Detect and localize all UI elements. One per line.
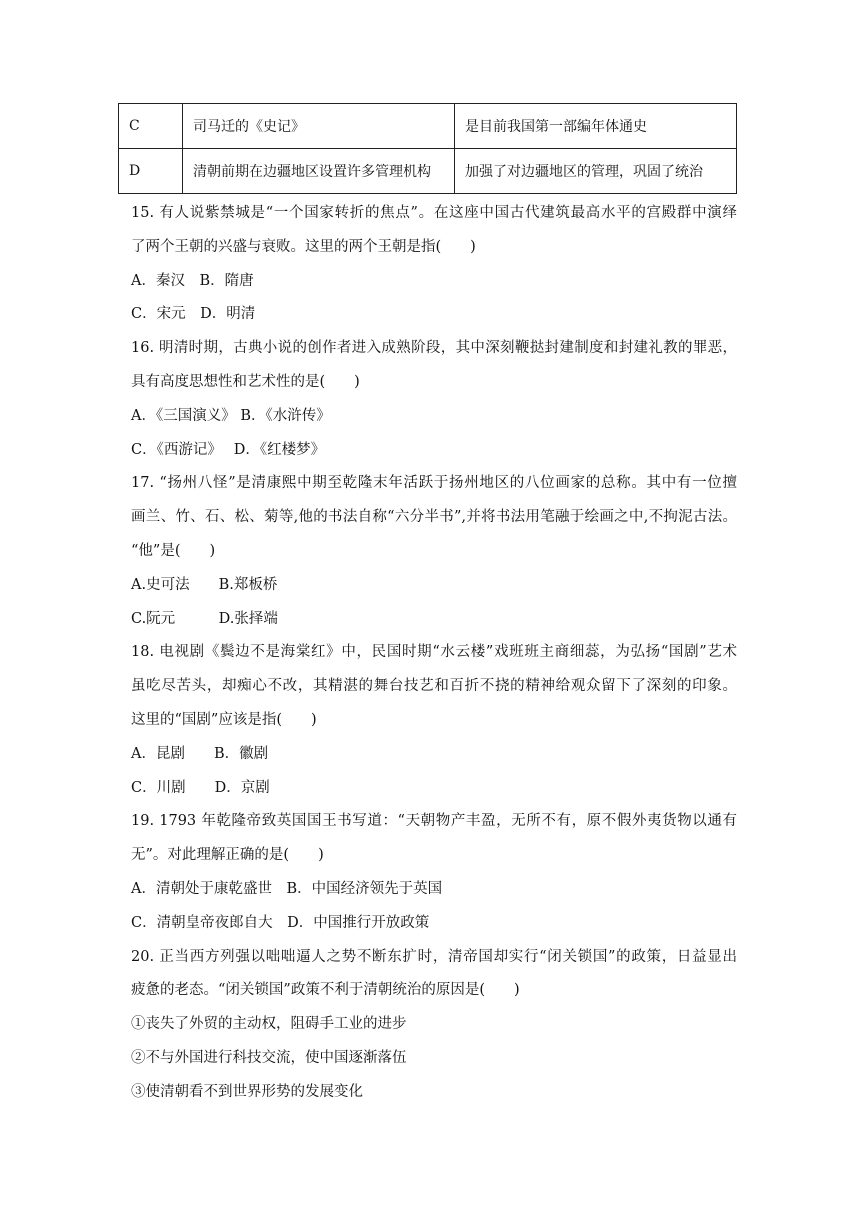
text-line: 16. 明清时期，古典小说的创作者进入成熟阶段，其中深刻鞭挞封建制度和封建礼教的罪恶， [131,340,737,357]
text-line: 19. 1793 年乾隆帝致英国国王书写道：“天朝物产丰盈，无所不有，原不假外夷货物以通有 [131,813,737,830]
text-line: 无”。对此理解正确的是( ) [131,847,324,864]
text-line: “他”是( ) [131,543,216,559]
evaluation-cell: 加强了对边疆地区的管理，巩固了统治 [455,149,737,194]
evaluation-cell: 是目前我国第一部编年体通史 [455,104,737,149]
text-line: 20. 正当西方列强以咄咄逼人之势不断东扩时，清帝国却实行“闭关锁国”的政策，日益显出 [131,948,737,965]
text-line: 15. 有人说紫禁城是“一个国家转折的焦点”。在这座中国古代建筑最高水平的宫殿群中演绎 [131,205,737,221]
text-line: 17. “扬州八怪”是清康熙中期至乾隆末年活跃于扬州地区的八位画家的总称。其中有一位擅 [131,475,737,492]
table-row [119,104,737,149]
text-line: A．秦汉 B．隋唐 [131,272,254,289]
text-line: ①丧失了外贸的主动权，阻碍手工业的进步 [131,1016,407,1033]
text-line: C.阮元 D.张择端 [131,610,278,627]
text-line: 18. 电视剧《鬓边不是海棠红》中，民国时期“水云楼”戏班班主商细蕊，为弘扬“国剧”艺术 [131,644,737,661]
text-line: C．清朝皇帝夜郎自大 D．中国推行开放政策 [131,914,430,931]
option-letter-cell: C [119,104,183,149]
text-line: 画兰、竹、石、松、菊等,他的书法自称“六分半书”,并将书法用笔融于绘画之中,不拘泥古法。 [131,509,737,526]
text-line: 这里的“国剧”应该是指( ) [131,712,317,728]
text-line: 疲惫的老态。“闭关锁国”政策不利于清朝统治的原因是( ) [131,982,520,999]
option-letter-cell: D [119,149,183,194]
text-line: A．昆剧 B．徽剧 [131,745,269,762]
text-line: ③使清朝看不到世界形势的发展变化 [131,1083,363,1100]
table-row [119,149,737,194]
text-line: A．清朝处于康乾盛世 B．中国经济领先于英国 [131,881,443,897]
text-line: 了两个王朝的兴盛与衰败。这里的两个王朝是指( ) [131,238,476,255]
text-line: 虽吃尽苦头，却痴心不改，其精湛的舞台技艺和百折不挠的精神给观众留下了深刻的印象。 [131,678,737,695]
text-line: A．《三国演义》 B．《水浒传》 [131,407,331,424]
text-line: C．宋元 D．明清 [131,306,256,323]
text-line: C．川剧 D．京剧 [131,779,270,796]
event-cell: 清朝前期在边疆地区设置许多管理机构 [183,149,455,194]
text-line: 具有高度思想性和艺术性的是( ) [131,374,360,390]
options-table [118,103,737,194]
text-line: C．《西游记》 D．《红楼梦》 [131,441,326,458]
text-line: A.史可法 B.郑板桥 [131,576,278,593]
text-line: ②不与外国进行科技交流，使中国逐渐落伍 [131,1050,407,1066]
event-cell: 司马迁的《史记》 [183,104,455,149]
